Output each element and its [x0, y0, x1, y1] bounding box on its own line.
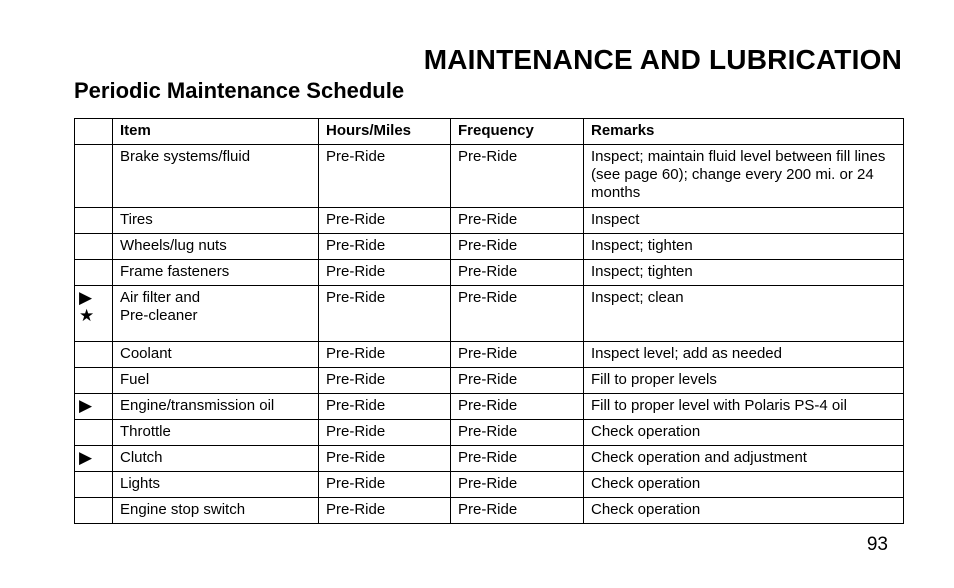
- row-remarks: Inspect; maintain fluid level between fill lines (see page 60); change every 200 mi. or 24 months: [584, 145, 904, 208]
- row-item: Fuel: [113, 368, 319, 394]
- row-remarks: Check operation: [584, 420, 904, 446]
- row-frequency: Pre-Ride: [451, 342, 584, 368]
- row-symbol-cell: [75, 420, 113, 446]
- row-hours-miles: Pre-Ride: [319, 342, 451, 368]
- header-remarks: Remarks: [584, 119, 904, 145]
- row-hours-miles: Pre-Ride: [319, 394, 451, 420]
- row-hours-miles: Pre-Ride: [319, 446, 451, 472]
- row-frequency: Pre-Ride: [451, 394, 584, 420]
- row-remarks: Check operation and adjustment: [584, 446, 904, 472]
- table-row: [75, 472, 904, 498]
- row-item: Tires: [113, 208, 319, 234]
- table-row: [75, 394, 904, 420]
- row-item: Air filter and Pre-cleaner: [113, 286, 319, 342]
- table-row: [75, 420, 904, 446]
- row-remarks: Inspect; tighten: [584, 260, 904, 286]
- row-frequency: Pre-Ride: [451, 368, 584, 394]
- table-row: [75, 368, 904, 394]
- row-hours-miles: Pre-Ride: [319, 260, 451, 286]
- row-remarks: Inspect level; add as needed: [584, 342, 904, 368]
- row-remarks: Inspect; tighten: [584, 234, 904, 260]
- triangle-right-icon: ▶: [79, 448, 93, 467]
- row-hours-miles: Pre-Ride: [319, 472, 451, 498]
- row-hours-miles: Pre-Ride: [319, 208, 451, 234]
- row-remarks: Inspect: [584, 208, 904, 234]
- row-remarks: Fill to proper level with Polaris PS-4 oil: [584, 394, 904, 420]
- row-hours-miles: Pre-Ride: [319, 286, 451, 342]
- row-hours-miles: Pre-Ride: [319, 368, 451, 394]
- row-symbol-cell: [75, 368, 113, 394]
- header-hours-miles: Hours/Miles: [319, 119, 451, 145]
- row-frequency: Pre-Ride: [451, 472, 584, 498]
- row-frequency: Pre-Ride: [451, 286, 584, 342]
- row-frequency: Pre-Ride: [451, 145, 584, 208]
- row-hours-miles: Pre-Ride: [319, 498, 451, 524]
- page-heading: MAINTENANCE AND LUBRICATION: [423, 44, 902, 75]
- row-frequency: Pre-Ride: [451, 498, 584, 524]
- table-row: [75, 498, 904, 524]
- table-body: [75, 145, 904, 524]
- table-header-row: [75, 119, 904, 145]
- header-symbol: [75, 119, 113, 145]
- row-symbol-cell: [75, 234, 113, 260]
- row-symbol-cell: [75, 342, 113, 368]
- row-item: Brake systems/fluid: [113, 145, 319, 208]
- header-frequency: Frequency: [451, 119, 584, 145]
- star-icon: ★: [79, 306, 95, 325]
- row-symbol-cell: [75, 472, 113, 498]
- row-remarks: Inspect; clean: [584, 286, 904, 342]
- row-hours-miles: Pre-Ride: [319, 145, 451, 208]
- row-item: Engine/transmission oil: [113, 394, 319, 420]
- row-symbol-cell: [75, 260, 113, 286]
- row-item: Engine stop switch: [113, 498, 319, 524]
- row-hours-miles: Pre-Ride: [319, 420, 451, 446]
- row-item: Clutch: [113, 446, 319, 472]
- row-remarks: Check operation: [584, 498, 904, 524]
- table-row: [75, 145, 904, 208]
- table-row: [75, 260, 904, 286]
- row-symbol-cell: [75, 394, 113, 420]
- section-title: Periodic Maintenance Schedule: [74, 78, 405, 103]
- table-row: [75, 286, 904, 342]
- row-item: Frame fasteners: [113, 260, 319, 286]
- row-remarks: Fill to proper levels: [584, 368, 904, 394]
- row-symbol-cell: [75, 498, 113, 524]
- table-row: [75, 234, 904, 260]
- row-frequency: Pre-Ride: [451, 260, 584, 286]
- page-number: 93: [866, 534, 888, 555]
- row-frequency: Pre-Ride: [451, 234, 584, 260]
- table-row: [75, 342, 904, 368]
- table-row: [75, 208, 904, 234]
- row-symbol-cell: [75, 446, 113, 472]
- triangle-right-icon: ▶: [79, 288, 93, 307]
- row-symbol-cell: [75, 208, 113, 234]
- row-symbol-cell: [75, 286, 113, 342]
- row-hours-miles: Pre-Ride: [319, 234, 451, 260]
- header-item: Item: [113, 119, 319, 145]
- maintenance-schedule-table: [74, 118, 904, 524]
- row-frequency: Pre-Ride: [451, 420, 584, 446]
- row-frequency: Pre-Ride: [451, 208, 584, 234]
- table-row: [75, 446, 904, 472]
- row-item: Wheels/lug nuts: [113, 234, 319, 260]
- row-remarks: Check operation: [584, 472, 904, 498]
- row-item: Coolant: [113, 342, 319, 368]
- row-item: Throttle: [113, 420, 319, 446]
- triangle-right-icon: ▶: [79, 396, 93, 415]
- row-item: Lights: [113, 472, 319, 498]
- row-frequency: Pre-Ride: [451, 446, 584, 472]
- row-symbol-cell: [75, 145, 113, 208]
